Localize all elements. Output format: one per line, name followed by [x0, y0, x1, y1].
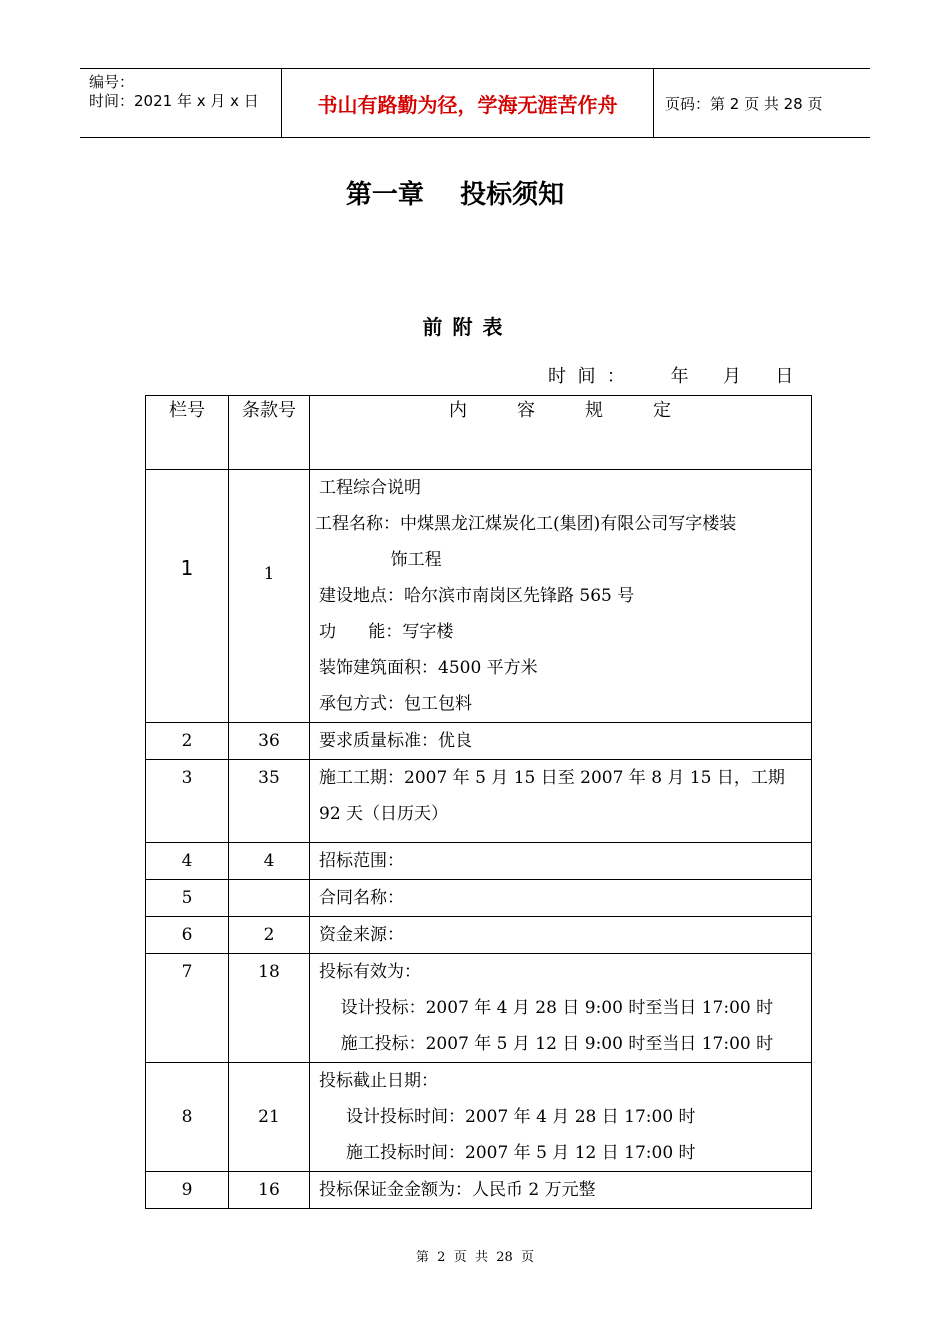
clause-number: 4: [263, 851, 275, 871]
row-number: 1: [180, 556, 194, 580]
content-line: 功 能：写字楼: [319, 622, 454, 642]
content-line: 合同名称：: [319, 888, 404, 908]
content-line: 承包方式：包工包料: [319, 694, 472, 714]
table-row: [146, 880, 812, 917]
table-row: [146, 1172, 812, 1209]
chapter-title: 第一章 投标须知: [345, 180, 565, 210]
date-field: 时 间 ： 年 月 日: [548, 366, 794, 387]
content-line: 投标有效为：: [319, 962, 421, 982]
content-line: 饰工程: [315, 550, 442, 570]
table-header-row: [146, 396, 812, 470]
page-header: [80, 68, 870, 138]
content-line: 投标保证金金额为：人民币 2 万元整: [319, 1180, 596, 1200]
row-number: 6: [181, 925, 193, 945]
row-number: 7: [181, 962, 193, 982]
content-line: 要求质量标准：优良: [319, 731, 472, 751]
clause-number: 16: [258, 1180, 280, 1200]
clause-number: 35: [258, 768, 280, 788]
row-number: 8: [181, 1107, 193, 1127]
content-line: 资金来源：: [319, 925, 404, 945]
content-line: 装饰建筑面积：4500 平方米: [319, 658, 538, 678]
clause-number: 1: [263, 564, 275, 584]
table-row: [146, 954, 812, 1063]
row-number: 3: [181, 768, 193, 788]
table-row: [146, 723, 812, 760]
table-row: [146, 1063, 812, 1172]
content-line: 工程综合说明: [319, 478, 421, 498]
doc-time: 时间：2021 年 x 月 x 日: [89, 92, 259, 110]
preface-table: [145, 395, 812, 1209]
clause-number: 18: [258, 962, 280, 982]
content-line: 设计投标时间：2007 年 4 月 28 日 17:00 时: [319, 1107, 696, 1127]
header-page-info: 页码：第 2 页 共 28 页: [665, 95, 823, 113]
table-row: [146, 843, 812, 880]
table-title: 前附表: [422, 315, 513, 339]
content-line: 投标截止日期：: [319, 1071, 438, 1091]
header-col-content: 内容规定: [449, 400, 721, 421]
table-row: [146, 760, 812, 843]
table-row: [146, 470, 812, 723]
page-footer: 第 2 页 共 28 页: [415, 1250, 535, 1265]
row-number: 9: [181, 1180, 193, 1200]
row-number: 4: [181, 851, 193, 871]
content-line: 工程名称：中煤黑龙江煤炭化工(集团)有限公司写字楼装: [315, 514, 737, 534]
clause-number: 2: [263, 925, 275, 945]
table-row: [146, 917, 812, 954]
header-col-no: 栏号: [169, 400, 205, 421]
clause-number: 36: [258, 731, 280, 751]
content-line: 施工工期：2007 年 5 月 15 日至 2007 年 8 月 15 日，工期: [319, 768, 785, 788]
content-line: 设计投标：2007 年 4 月 28 日 9:00 时至当日 17:00 时: [319, 998, 774, 1018]
header-meta: [80, 69, 282, 137]
content-line: 施工投标：2007 年 5 月 12 日 9:00 时至当日 17:00 时: [319, 1034, 774, 1054]
content-line: 招标范围：: [319, 851, 404, 871]
clause-number: 21: [258, 1107, 280, 1127]
row-number: 2: [181, 731, 193, 751]
header-col-clause: 条款号: [242, 400, 296, 421]
doc-number: 编号：: [89, 73, 135, 91]
content-line: 92 天（日历天）: [319, 804, 449, 824]
row-number: 5: [181, 888, 193, 908]
header-slogan: 书山有路勤为径，学海无涯苦作舟: [282, 69, 654, 137]
content-line: 建设地点：哈尔滨市南岗区先锋路 565 号: [319, 586, 635, 606]
content-line: 施工投标时间：2007 年 5 月 12 日 17:00 时: [319, 1143, 696, 1163]
